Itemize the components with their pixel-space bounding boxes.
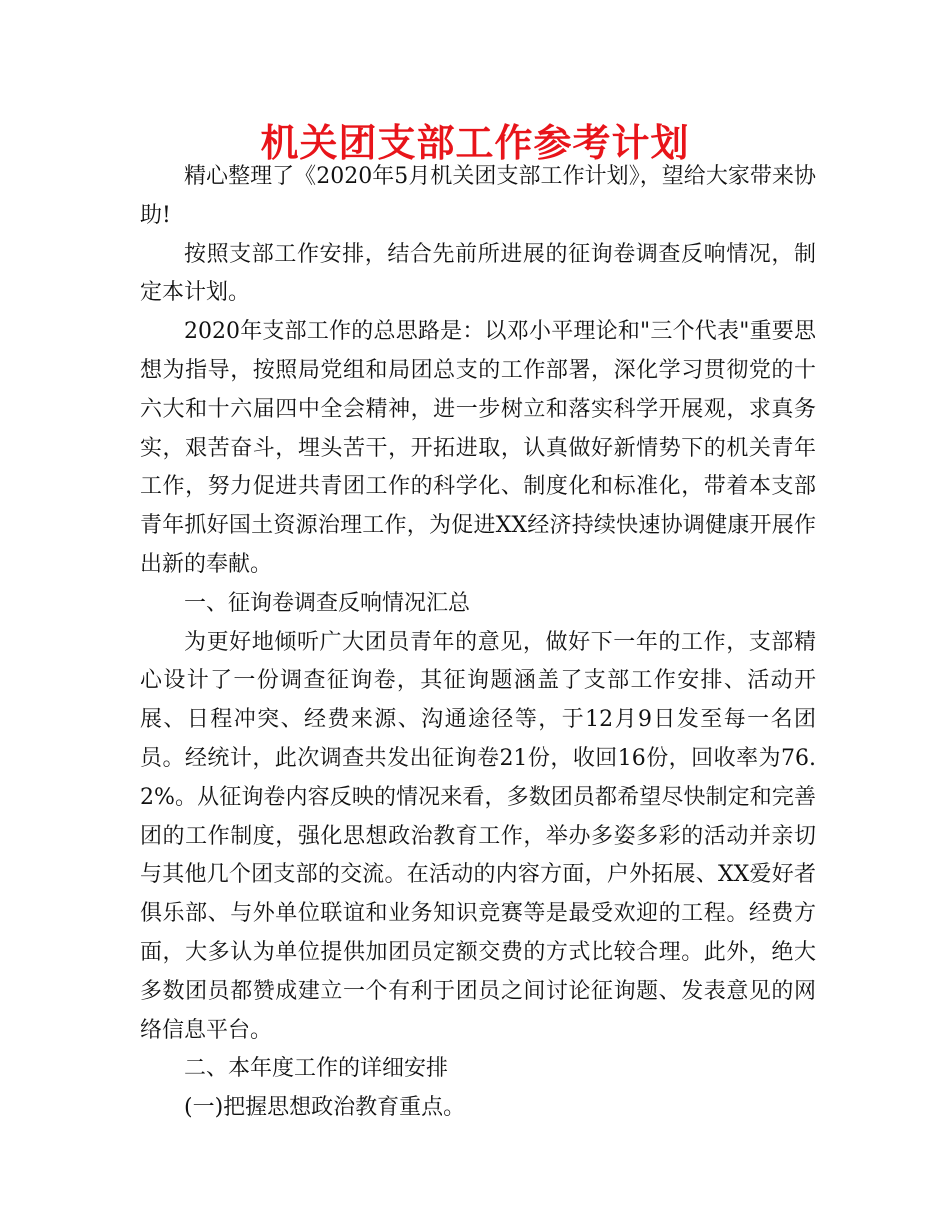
document-body [140, 158, 816, 1128]
paragraph-survey-summary: 为更好地倾听广大团员青年的意见，做好下一年的工作，支部精心设计了一份调查征询卷，其征询题涵盖了支部工作安排、活动开展、日程冲突、经费来源、沟通途径等，于12月9日发至每一名团员。经统计，此次调查共发出征询卷21份，收回16份，回收率为76.2%。从征询卷内容反映的情况来看，多数团员都希望尽快制定和完善团的工作制度，强化思想政治教育工作，举办多姿多彩的活动并亲切与其他几个团支部的交流。在活动的内容方面，户外拓展、XX爱好者俱乐部、与外单位联谊和业务知识竞赛等是最受欢迎的工程。经费方面，大多认为单位提供加团员定额交费的方式比较合理。此外，绝大多数团员都赞成建立一个有利于团员之间讨论征询题、发表意见的网络信息平台。 [140, 629, 816, 1043]
paragraph-purpose: 按照支部工作安排，结合先前所进展的征询卷调查反响情况，制定本计划。 [140, 241, 816, 306]
paragraph-intro: 精心整理了《2020年5月机关团支部工作计划》，望给大家带来协助! [140, 164, 816, 228]
section-heading-survey: 一、征询卷调查反响情况汇总 [184, 590, 471, 616]
paragraph-general-approach: 2020年支部工作的总思路是：以邓小平理论和"三个代表"重要思想为指导，按照局党组和局团总支的工作部署，深化学习贯彻党的十六大和十六届四中全会精神，进一步树立和落实科学开展观，求真务实，艰苦奋斗，埋头苦干，开拓进取，认真做好新情势下的机关青年工作，努力促进共青团工作的科学化、制度化和标准化，带着本支部青年抓好国土资源治理工作，为促进XX经济持续快速协调健康开展作出新的奉献。 [140, 319, 816, 577]
subsection-heading-ideology: (一)把握思想政治教育重点。 [184, 1095, 466, 1121]
document-title: 机关团支部工作参考计划 [260, 121, 690, 165]
section-heading-annual-plan: 二、本年度工作的详细安排 [184, 1056, 449, 1082]
